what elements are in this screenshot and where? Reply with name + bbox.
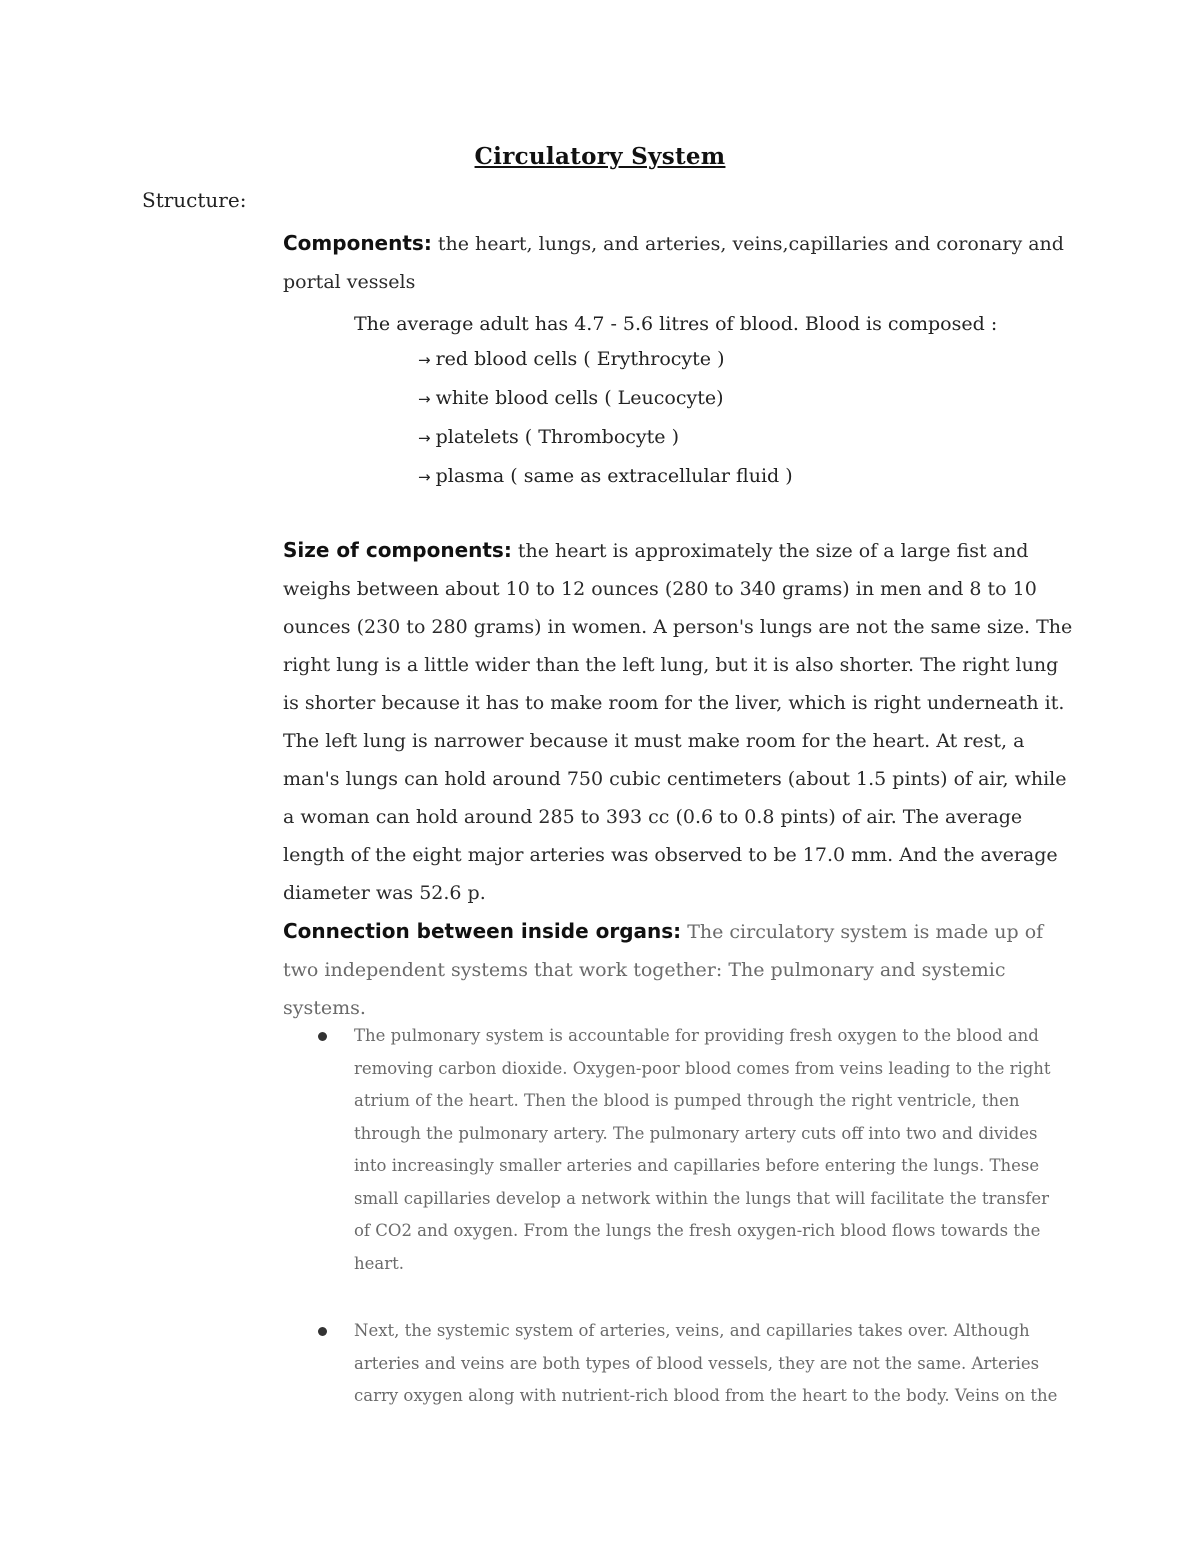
size-text: the heart is approximately the size of a large fist and weighs between about 10 to 12 ounces (280 to 340 grams) in men and 8 to 10 ounces (230 to 280 grams) in women. A person's lungs are not the same size. The right lung is a little wider than the left lung, but it is also shorter. The right lung is shorter because it has to make room for the liver, which is right underneath it. The left lung is narrower because it must make room for the heart. At rest, a man's lungs can hold around 750 cubic centimeters (about 1.5 pints) of air, while a woman can hold around 285 to 393 cc (0.6 to 0.8 pints) of air. The average length of the eight major arteries was observed to be 17.0 mm. And the average diameter was 52.6 p. (283, 540, 1073, 904)
arrow-right-icon: → (418, 468, 431, 486)
bullet-dot-icon (318, 1327, 327, 1336)
list-item (310, 1020, 1070, 1280)
page-title: Circulatory System (474, 143, 726, 170)
connection-label: Connection between inside organs: (283, 919, 682, 943)
blood-composition-list (418, 340, 793, 496)
bullet-text: The pulmonary system is accountable for providing fresh oxygen to the blood and removing carbon dioxide. Oxygen-poor blood comes from veins leading to the right atrium of the heart. Then the blood is pumped through the right ventricle, then through the pulmonary artery. The pulmonary artery cuts off into two and divides into increasingly smaller arteries and capillaries before entering the lungs. These small capillaries develop a network within the lungs that will facilitate the transfer of CO2 and oxygen. From the lungs the fresh oxygen-rich blood flows towards the heart. (354, 1026, 1051, 1273)
list-item (418, 340, 793, 379)
components-text: the heart, lungs, and arteries, veins,capillaries and coronary and portal vessels (283, 233, 1064, 293)
bullet-text: Next, the systemic system of arteries, veins, and capillaries takes over. Although arteries and veins are both types of blood vessels, they are not the same. Arteries carry oxygen along with nutrient-rich blood from the heart to the body. Veins on the (354, 1321, 1058, 1405)
connection-paragraph (283, 912, 1073, 1027)
size-label: Size of components: (283, 538, 512, 562)
arrow-right-icon: → (418, 390, 431, 408)
list-item (418, 418, 793, 457)
systems-bullet-list (310, 1020, 1070, 1413)
blood-intro: The average adult has 4.7 - 5.6 litres of blood. Blood is composed : (354, 313, 998, 335)
arrow-right-icon: → (418, 351, 431, 369)
list-item (310, 1315, 1070, 1413)
bullet-dot-icon (318, 1032, 327, 1041)
structure-heading: Structure: (142, 188, 247, 212)
arrow-right-icon: → (418, 429, 431, 447)
size-paragraph (283, 531, 1073, 912)
components-label: Components: (283, 231, 432, 255)
connection-text: The circulatory system is made up of two independent systems that work together: The pulmonary and systemic systems. (283, 921, 1044, 1019)
blood-item-text: white blood cells ( Leucocyte) (435, 387, 724, 409)
list-item (418, 457, 793, 496)
list-item (418, 379, 793, 418)
components-paragraph (283, 224, 1073, 301)
blood-item-text: plasma ( same as extracellular fluid ) (435, 465, 793, 487)
blood-item-text: red blood cells ( Erythrocyte ) (435, 348, 725, 370)
blood-item-text: platelets ( Thrombocyte ) (435, 426, 679, 448)
